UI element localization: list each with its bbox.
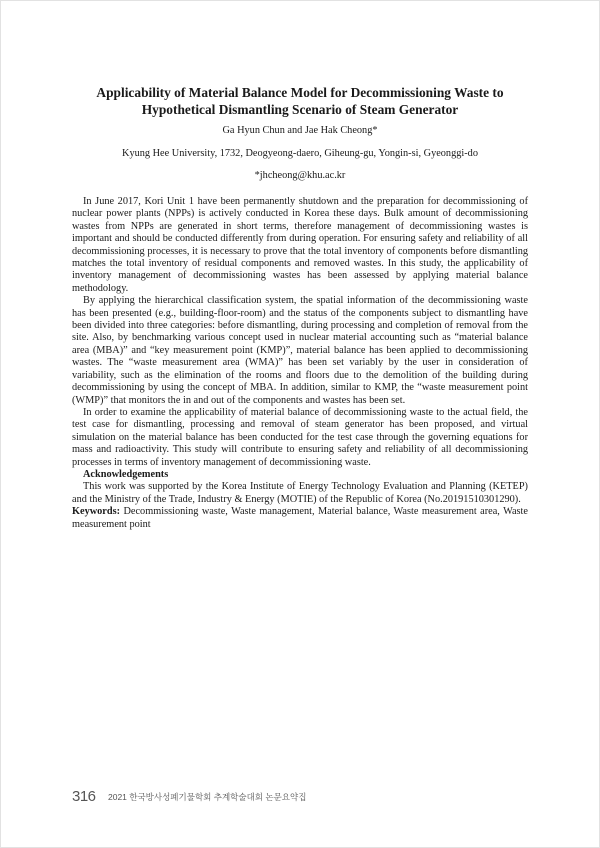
keywords-text: Decommissioning waste, Waste management, Material balance, Waste measurement area, Waste measurement point <box>72 506 528 530</box>
keywords-label: Keywords: <box>72 506 121 518</box>
keywords-line <box>72 506 528 531</box>
abstract-body <box>72 196 528 531</box>
acknowledgements-heading: Acknowledgements <box>83 468 169 480</box>
contact-email: *jhcheong@khu.ac.kr <box>254 170 346 181</box>
paragraph-2: By applying the hierarchical classification system, the spatial information of the decommissioning waste has been presented (e.g., building-floor-room) and the status of the components subject to dismantling have been divided into three categories: before dismantling, during processing and completion of removal from the site. Also, by benchmarking various concept used in nuclear material accounting such as “material balance area (MBA)” and “key measurement point (KMP)”, material balance has been applied to decommissioning wastes. The “waste measurement area (WMA)” has been set variably by the user in consideration of variability, such as the elimination of the rooms and floors due to the demolition of the building during decommissioning by using the concept of MBA. In addition, similar to KMP, the “waste measurement point (WMP)” that monitors the in and out of the components and wastes has been set. <box>72 295 528 406</box>
journal-name: 2021 한국방사성폐기물학회 추계학술대회 논문요약집 <box>107 791 307 802</box>
page-footer <box>72 788 306 806</box>
author-list: Ga Hyun Chun and Jae Hak Cheong* <box>222 125 378 136</box>
paragraph-1: In June 2017, Kori Unit 1 have been permanently shutdown and the preparation for decommissioning of nuclear power plants (NPPs) is actively conducted in Korea these days. Bulk amount of decommissioning wastes from NPPs are generated in short terms, therefore management of decommissioning wastes is important and should be conducted differently from during operation. For ensuring safety and reliability of all decommissioning processes, it is necessary to prove that the total inventory of components before dismantling matches the total inventory of residual components and removed wastes. In this study, the applicability of inventory management of decommissioning wastes has been assessed by applying material balance methodology. <box>72 196 528 294</box>
affiliation: Kyung Hee University, 1732, Deogyeong-daero, Giheung-gu, Yongin-si, Gyeonggi-do <box>122 148 478 159</box>
acknowledgements-text: This work was supported by the Korea Institute of Energy Technology Evaluation and Planning (KETEP) and the Ministry of the Trade, Industry & Energy (MOTIE) of the Republic of Korea (No.20191510301290). <box>72 481 528 505</box>
paper-title: Applicability of Material Balance Model for Decommissioning Waste to Hypothetical Dismantling Scenario of Steam Generator <box>96 85 504 117</box>
paragraph-3: In order to examine the applicability of material balance of decommissioning waste to the actual field, the test case for dismantling, processing and removal of steam generator has been proposed, and virtual simulation on the material balance has been conducted for the test case through the governing equations for mass and radioactivity. This study will contribute to ensuring safety and reliability of all decommissioning processes in terms of inventory management of decommissioning waste. <box>72 406 528 468</box>
page-number: 316 <box>72 788 96 806</box>
